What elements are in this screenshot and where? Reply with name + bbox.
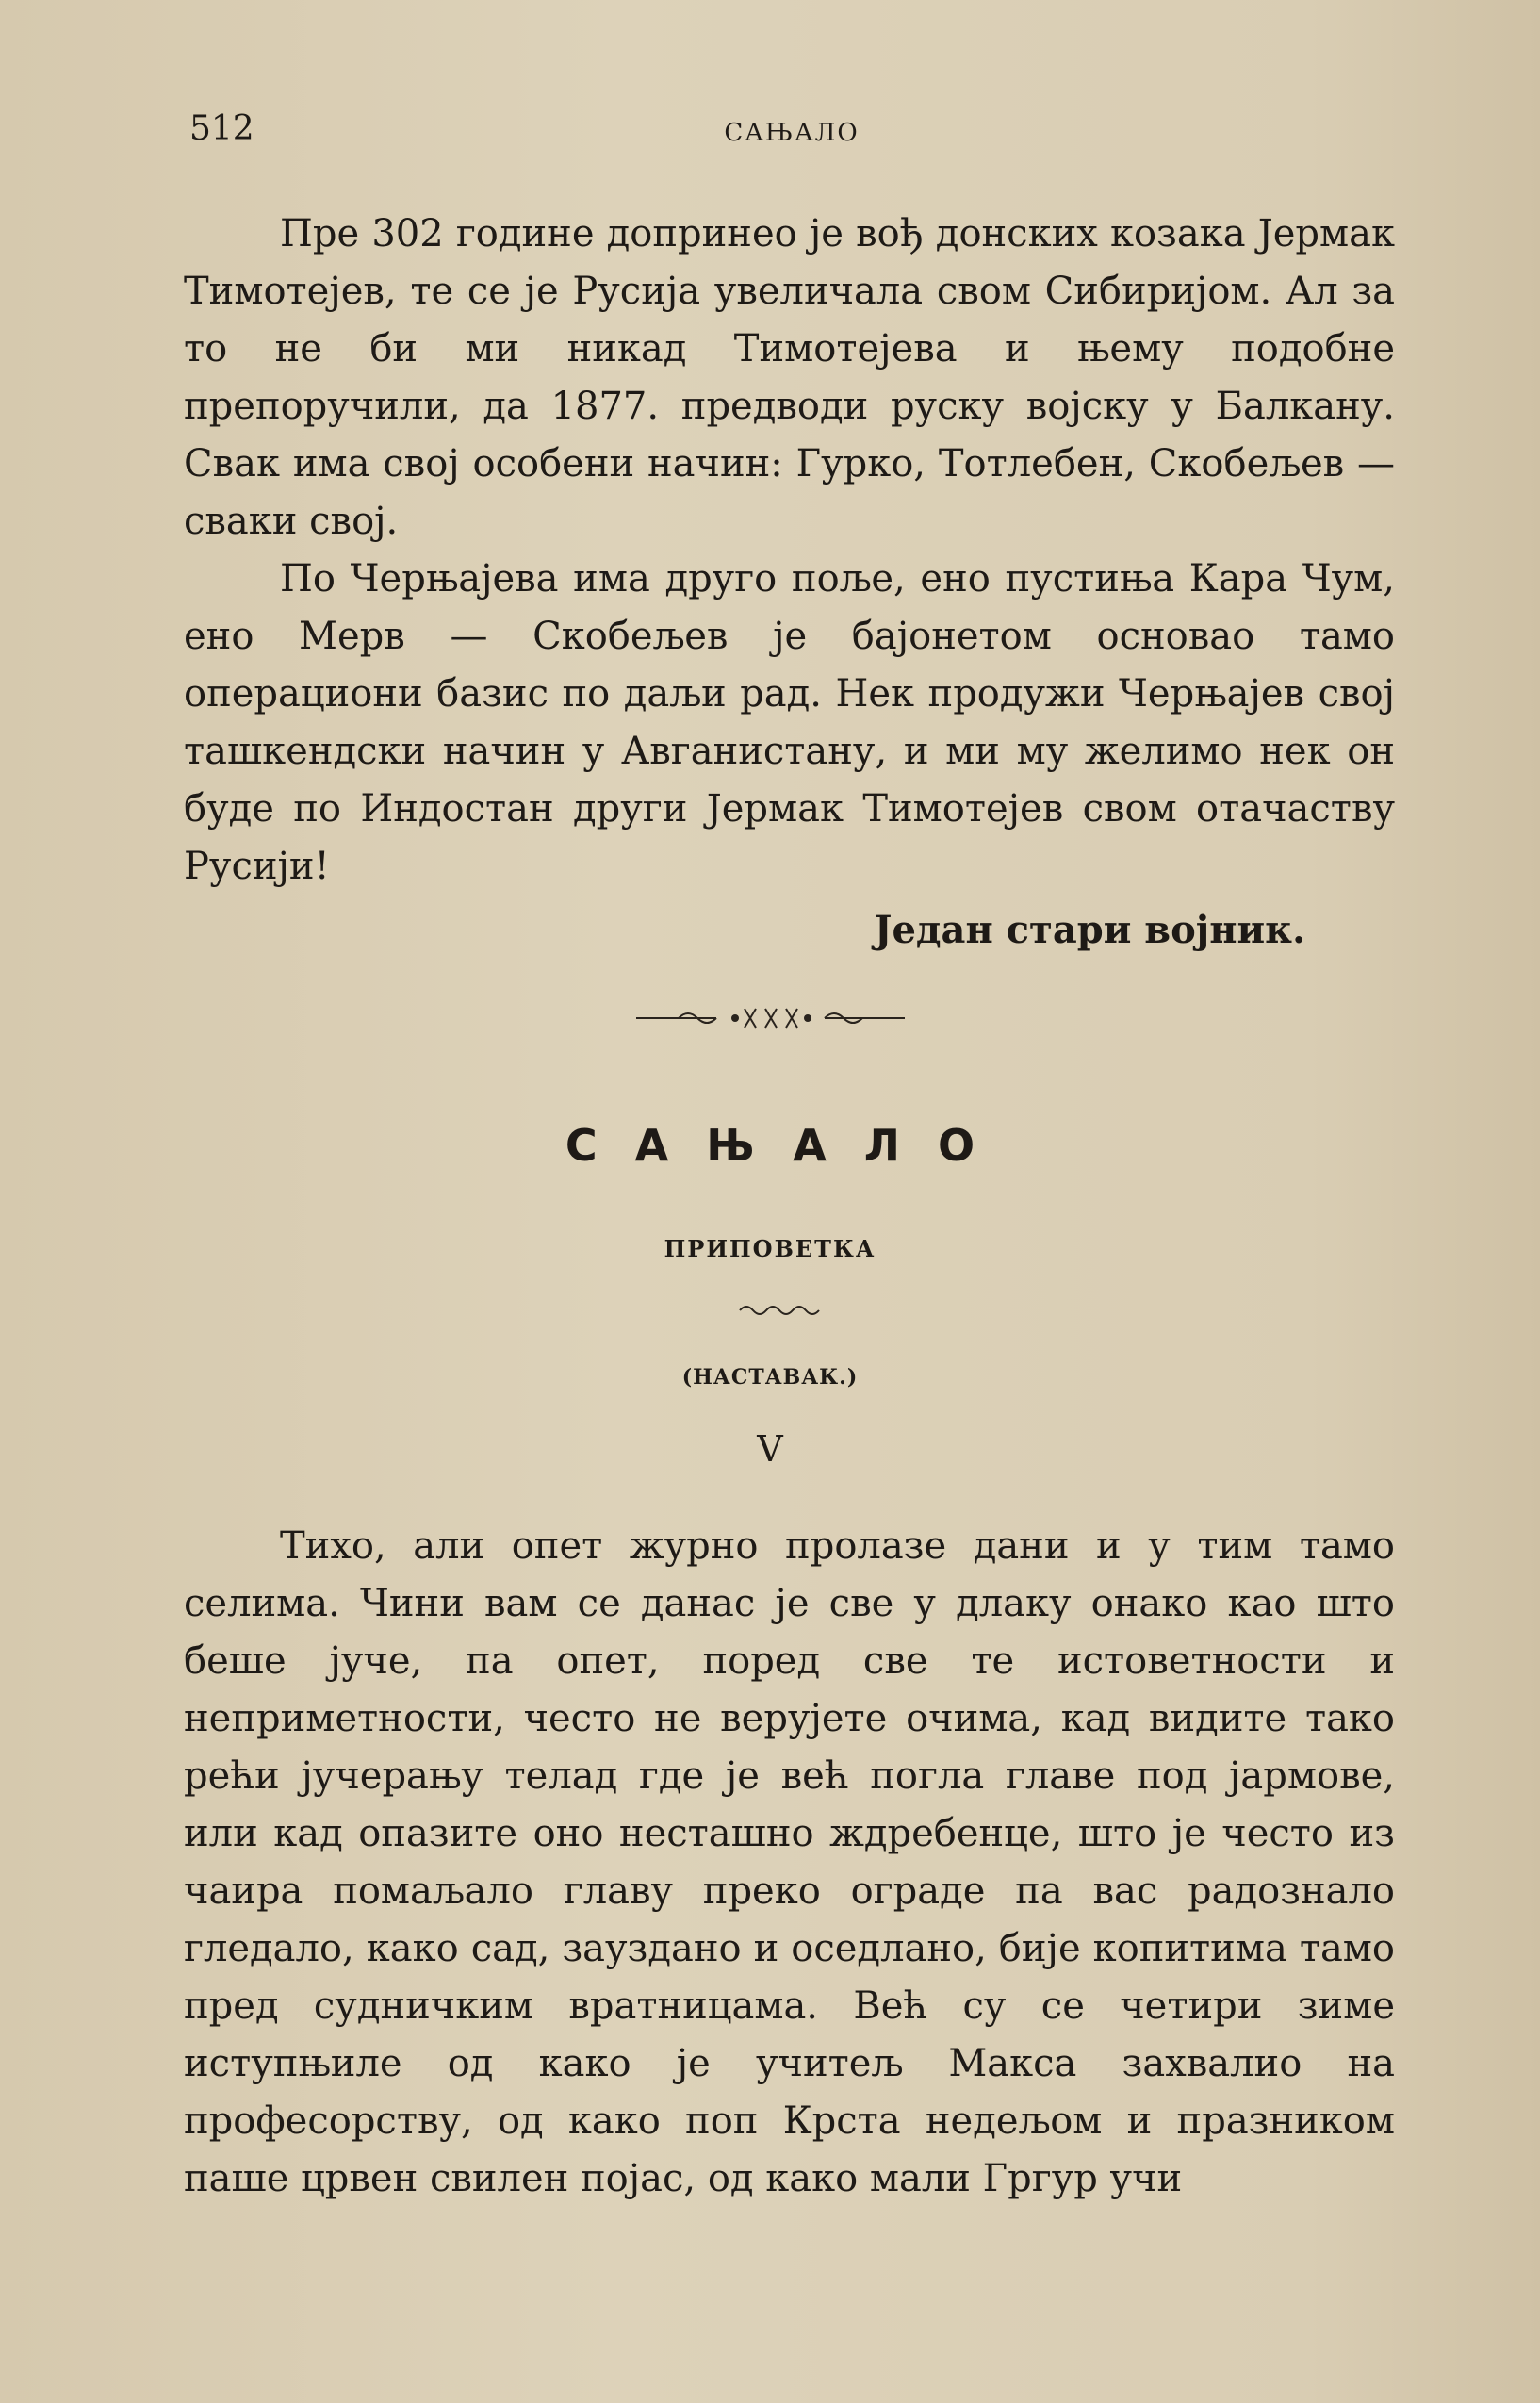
ornament-divider-icon (0, 999, 1540, 1037)
running-head (184, 106, 1400, 162)
article-paragraph-2: По Черњајева има друго поље, ено пустиња Кара Чум, ено Мерв — Скобељев је бајонетом основао тамо операциони базис по даљи рад. Нек продужи Черњајев свој ташкендски начин у Авганистану, и ми му желимо нек он буде по Индостан други Јермак Тимотејев свом отачаству Русији! (184, 557, 1395, 888)
story-text (184, 1518, 1395, 2208)
story-subtitle: ПРИПОВЕТКА (664, 1235, 876, 1262)
running-title: САЊАЛО (724, 119, 860, 147)
chapter-number: V (757, 1428, 783, 1470)
article-text (184, 206, 1395, 959)
story-paragraph-1: Тихо, али опет журно пролазе дани и у тим тамо селима. Чини вам се данас је све у длаку онако као што беше јуче, па опет, поред све те истоветности и неприметности, често не верујете очима, кад видите тако рећи јучерању телад где је већ погла главе под јармове, или кад опазите оно несташно ждребенце, што је често из чаира помаљало главу преко ограде па вас радознало гледало, како сад, зауздано и оседлано, бије копитима тамо пред судничким вратницама. Већ су се четири зиме иступњиле од како је учитељ Макса захвалио на професорству, од како поп Крста недељом и празником паше црвен свилен појас, од како мали Гргур учи (184, 1524, 1395, 2200)
continued-label: (НАСТАВАК.) (681, 1365, 859, 1390)
page-number: 512 (189, 109, 254, 148)
article-signature: Један стари војник. (874, 908, 1305, 952)
story-title: САЊАЛО (565, 1120, 1013, 1171)
article-paragraph-1: Пре 302 године допринео је вођ донских козака Јермак Тимотејев, те се је Русија увеличала свом Сибиријом. Ал за то не би ми никад Тимотејева и њему подобне препоручили, да 1877. предводи руску војску у Балкану. Свак има свој особени начин: Гурко, Тотлебен, Скобељев — сваки свој. (184, 212, 1395, 543)
wave-divider-icon (0, 1301, 1540, 1320)
